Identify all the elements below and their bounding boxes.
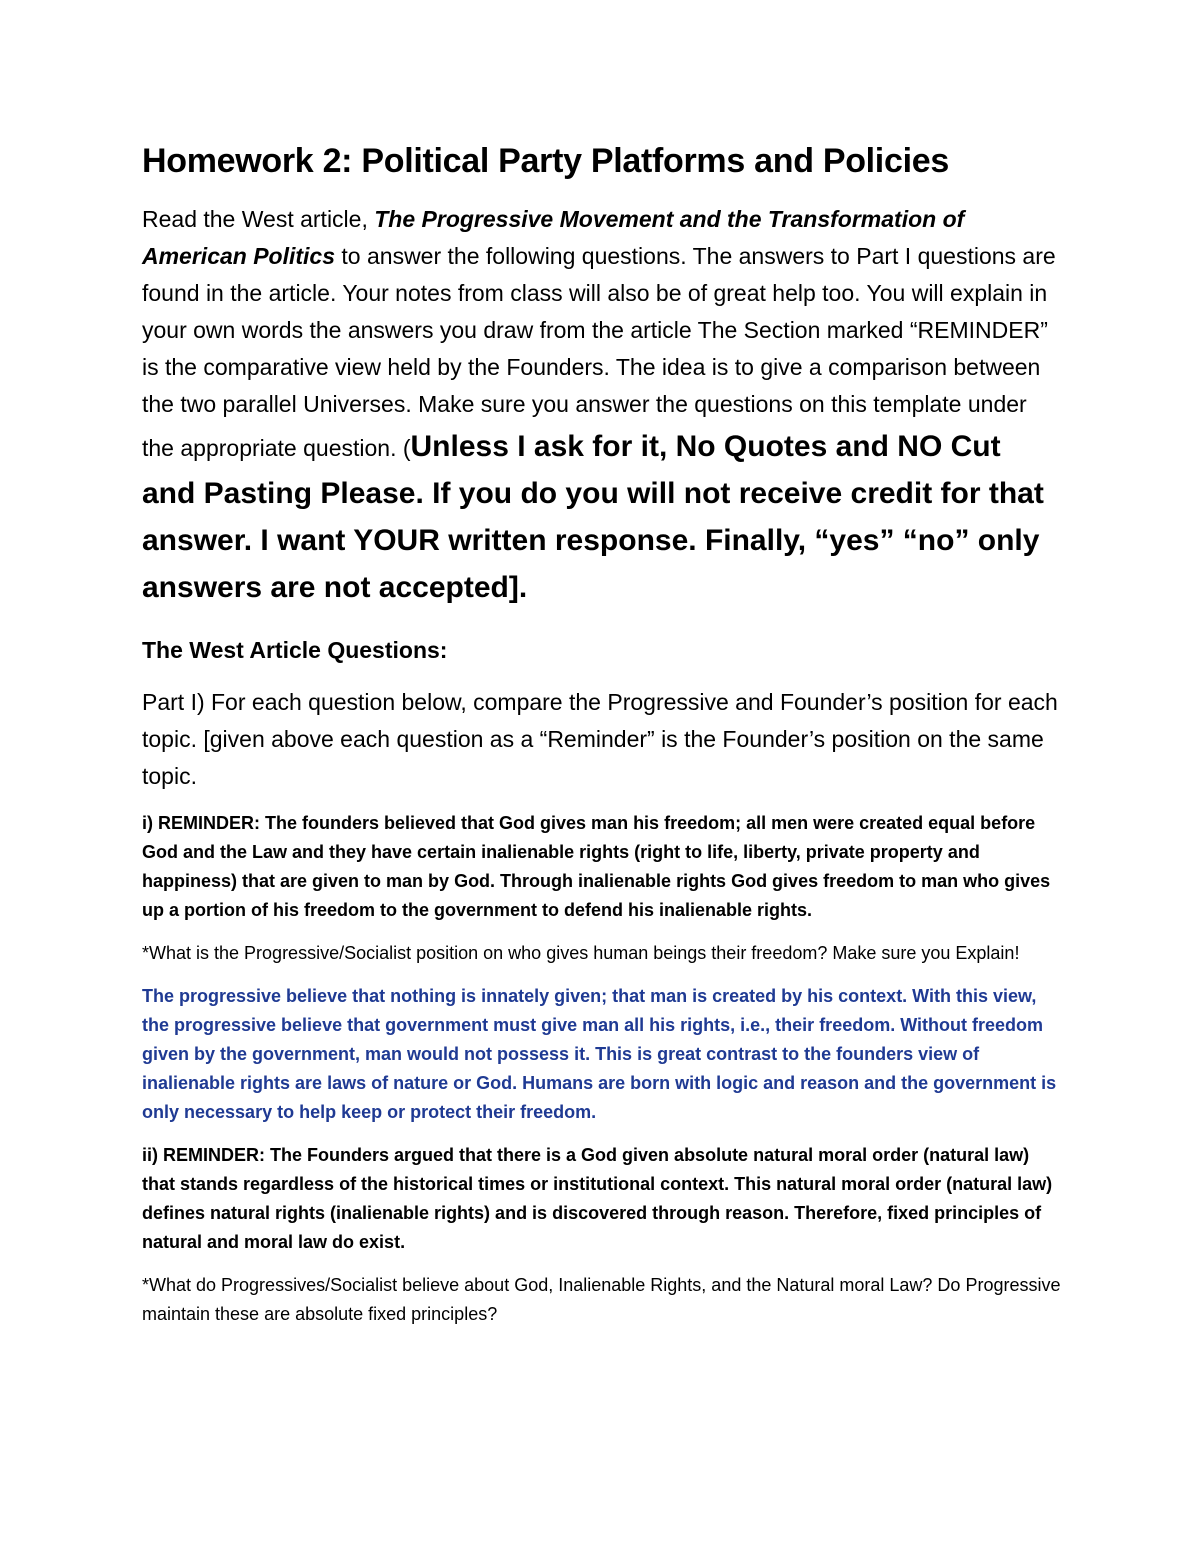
section-heading: The West Article Questions: [142,636,448,663]
intro-emphasis: Unless I ask for it, No Quotes and NO Cut and Pasting Please. If you do you will not receive credit for that answer. I want YOUR written response. Finally, “yes” “no” only answers are not accepted]. [142,429,1044,604]
reminder-2: ii) REMINDER: The Founders argued that there is a God given absolute natural moral order (natural law) that stands regardless of the historical times or institutional context. This natural moral order (natural law) defines natural rights (inalienable rights) and is discovered through reason. Therefore, fixed principles of natural and moral law do exist. [142,1144,1053,1252]
answer-1[interactable]: The progressive believe that nothing is innately given; that man is created by his context. With this view, the progressive believe that government must give man all his rights, i.e., their freedom. Without freedom given by the government, man would not possess it. This is great contrast to the founders view of inalienable rights are laws of nature or God. Humans are born with logic and reason and the government is only necessary to help keep or protect their freedom. [142,985,1057,1122]
intro-body: to answer the following questions. The answers to Part I questions are found in the article. Your notes from class will also be of great help too. You will explain in your own words the answers you draw from the article The Section marked “REMINDER” is the comparative view held by the Founders. The idea is to give a comparison between the two parallel Universes. Make sure you answer the questions on this template under the appropriate question. ( [142,242,1056,461]
question-2: *What do Progressives/Socialist believe about God, Inalienable Rights, and the Natural moral Law? Do Progressive maintain these are absolute fixed principles? [142,1274,1061,1324]
document-page [142,140,1062,1343]
reminder-1: i) REMINDER: The founders believed that God gives man his freedom; all men were created equal before God and the Law and they have certain inalienable rights (right to life, liberty, private property and happiness) that are given to man by God. Through inalienable rights God gives freedom to man who gives up a portion of his freedom to the government to defend his inalienable rights. [142,812,1051,920]
intro-lead: Read the West article, [142,205,375,232]
article-title: The Progressive Movement and the Transformation of American Politics [142,205,965,269]
part-intro: Part I) For each question below, compare the Progressive and Founder’s position for each topic. [given above each question as a “Reminder” is the Founder’s position on the same topic. [142,688,1058,789]
question-1: *What is the Progressive/Socialist position on who gives human beings their freedom? Make sure you Explain! [142,942,1020,963]
page-title: Homework 2: Political Party Platforms and Policies [142,142,949,180]
intro-paragraph [142,201,1062,611]
